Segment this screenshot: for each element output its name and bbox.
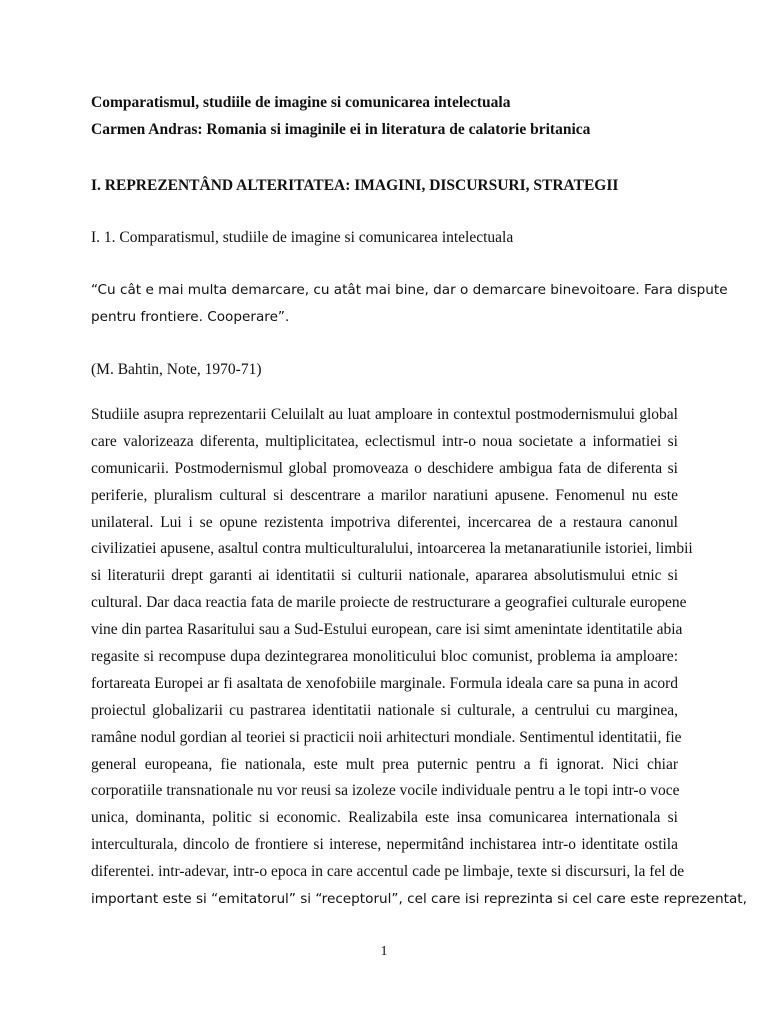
body-line: interculturala, dincolo de frontiere si interese, nepermitând inchistarea intr-o identitate ostila: [91, 836, 678, 854]
body-line: diferentei. intr-adevar, intr-o epoca in care accentul cade pe limbaje, texte si discursuri, la fel de: [91, 863, 685, 881]
body-line: fortareata Europei ar fi asaltata de xenofobiile marginale. Formula ideala care sa puna in acord: [91, 674, 678, 692]
section-heading: I. REPREZENTÂND ALTERITATEA: IMAGINI, DISCURSURI, STRATEGII: [91, 177, 619, 194]
document-title: Comparatismul, studiile de imagine si comunicarea intelectuala: [91, 94, 511, 111]
page-number: 1: [380, 944, 388, 959]
body-line: regasite si recompuse dupa dezintegrarea monoliticului bloc comunist, problema ia amploare:: [91, 648, 678, 666]
body-line: vine din partea Rasaritului sau a Sud-Estului european, care isi simt amenintate identitatile abia: [91, 621, 683, 639]
body-paragraph: [91, 402, 747, 913]
body-line: periferie, pluralism cultural si descentrare a marilor naratiuni apusene. Fenomenul nu este: [91, 486, 678, 504]
body-line: comunicarii. Postmodernismul global promoveaza o deschidere ambigua fata de diferenta si: [91, 459, 678, 477]
epigraph-line-1: “Cu cât e mai multa demarcare, cu atât mai bine, dar o demarcare binevoitoare. Fara dispute: [91, 282, 728, 298]
body-line: unica, dominanta, politic si economic. Realizabila este insa comunicarea internationala si: [91, 809, 678, 827]
body-line: corporatiile transnationale nu vor reusi sa izoleze vocile individuale pentru a le topi intr-o voce: [91, 782, 680, 800]
body-line: si literaturii drept garanti ai identitatii si culturii nationale, apararea absolutismului etnic si: [91, 567, 678, 585]
epigraph-line-2: pentru frontiere. Cooperare”.: [91, 309, 290, 325]
body-line: ramâne nodul gordian al teoriei si practicii noii arhitecturi mondiale. Sentimentul identitatii, fie: [91, 728, 682, 746]
body-line: unilateral. Lui i se opune rezistenta impotriva diferentei, incercarea de a restaura canonul: [91, 513, 678, 531]
body-line: important este si “emitatorul” si “receptorul”, cel care isi reprezinta si cel care este reprezentat,: [91, 891, 747, 908]
body-line: Studiile asupra reprezentarii Celuilalt au luat amploare in contextul postmodernismului global: [91, 406, 678, 423]
document-subtitle: Carmen Andras: Romania si imaginile ei in literatura de calatorie britanica: [91, 121, 591, 138]
body-line: cultural. Dar daca reactia fata de marile proiecte de restructurare a geografiei culturale europene: [91, 594, 687, 612]
subsection-heading: I. 1. Comparatismul, studiile de imagine si comunicarea intelectuala: [91, 229, 514, 246]
epigraph-attribution: (M. Bahtin, Note, 1970-71): [91, 361, 262, 378]
body-line: civilizatiei apusene, asaltul contra multiculturalului, intoarcerea la metanaratiunile istoriei, limbii: [91, 540, 693, 558]
body-line: proiectul globalizarii cu pastrarea identitatii nationale si culturale, a centrului cu marginea,: [91, 701, 678, 719]
body-line: care valorizeaza diferenta, multiplicitatea, eclectismul intr-o noua societate a informatiei si: [91, 432, 678, 450]
body-line: general europeana, fie nationala, este mult prea puternic pentru a fi ignorat. Nici chiar: [91, 755, 678, 773]
